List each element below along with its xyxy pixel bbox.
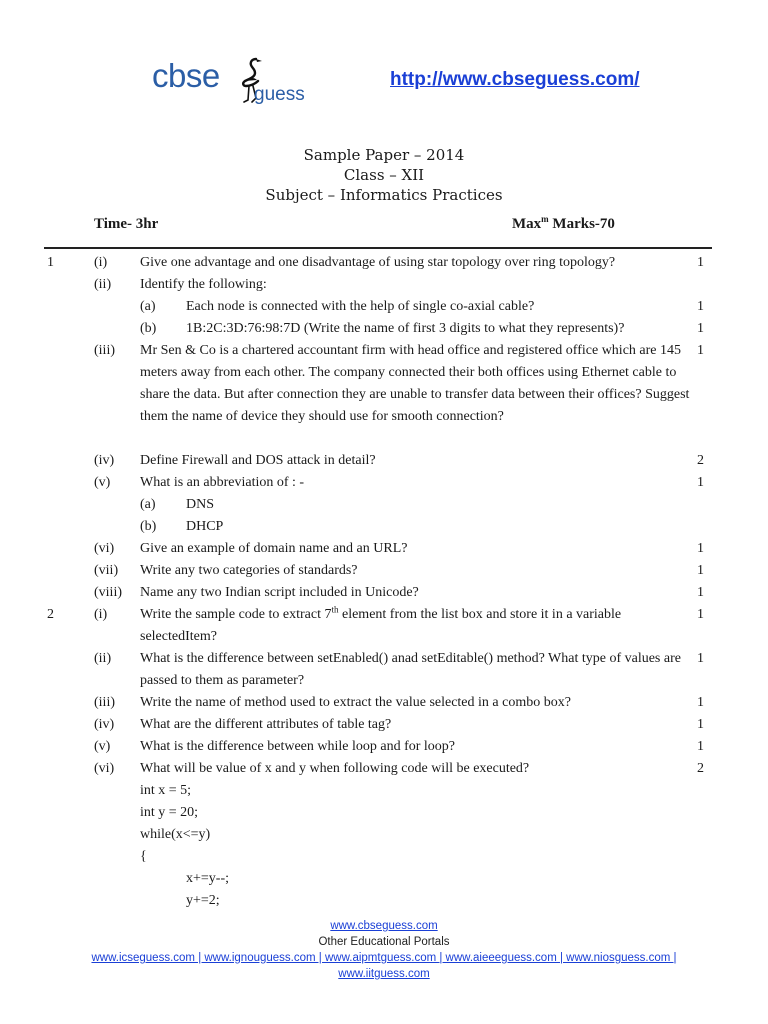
question-text: Define Firewall and DOS attack in detail? xyxy=(140,453,376,468)
question-text: What will be value of x and y when following code will be executed? xyxy=(140,761,530,776)
logo-text-guess: guess xyxy=(254,84,305,105)
question-row xyxy=(0,582,768,604)
code-text: { xyxy=(140,849,147,864)
question-marks: 1 xyxy=(697,717,704,732)
question-marks: 1 xyxy=(697,695,704,710)
subject-title: Subject – Informatics Practices xyxy=(265,186,503,204)
question-number: 2 xyxy=(47,607,54,622)
question-table xyxy=(0,252,768,912)
sub-number: (vii) xyxy=(94,563,119,578)
sub-number: (ii) xyxy=(94,277,112,292)
question-marks: 1 xyxy=(697,651,704,666)
sub-number: (viii) xyxy=(94,585,122,600)
question-text: What is an abbreviation of : - xyxy=(140,475,305,490)
question-text xyxy=(140,604,690,648)
sub-number: (v) xyxy=(94,475,111,490)
question-marks: 1 xyxy=(697,739,704,754)
question-number: 1 xyxy=(47,255,54,270)
sub-number: (iii) xyxy=(94,695,115,710)
code-line xyxy=(0,868,768,890)
question-row xyxy=(0,692,768,714)
option-text: DHCP xyxy=(186,519,224,534)
code-line xyxy=(0,824,768,846)
question-marks: 1 xyxy=(697,541,704,556)
footer-site-link[interactable]: www.cbseguess.com xyxy=(330,920,438,932)
sub-number: (iii) xyxy=(94,343,115,358)
time-label: Time- 3hr xyxy=(94,216,159,232)
option-row xyxy=(0,494,768,516)
question-text: Name any two Indian script included in Unicode? xyxy=(140,585,419,600)
question-row xyxy=(0,252,768,274)
question-row xyxy=(0,648,768,692)
sub-number: (vi) xyxy=(94,541,115,556)
question-marks: 1 xyxy=(697,585,704,600)
logo-text-cbse: cbse xyxy=(152,57,220,94)
option-row xyxy=(0,516,768,538)
question-row xyxy=(0,472,768,494)
paper-titles xyxy=(0,145,768,205)
question-text: Write the name of method used to extract the value selected in a combo box? xyxy=(140,695,571,710)
question-row xyxy=(0,538,768,560)
max-marks-label xyxy=(512,216,615,233)
question-text: What is the difference between while loop and for loop? xyxy=(140,739,456,754)
sub-number: (i) xyxy=(94,607,108,622)
question-marks: 1 xyxy=(697,343,704,358)
question-text: What is the difference between setEnabled() anad setEditable() method? What type of values are passed to them as parameter? xyxy=(140,651,681,688)
question-row xyxy=(0,560,768,582)
question-row xyxy=(0,450,768,472)
question-marks: 2 xyxy=(697,453,704,468)
question-marks: 2 xyxy=(697,761,704,776)
question-text: Give one advantage and one disadvantage of using star topology over ring topology? xyxy=(140,255,616,270)
code-line xyxy=(0,780,768,802)
question-text: Identify the following: xyxy=(140,277,267,292)
code-text: while(x<=y) xyxy=(140,827,211,842)
question-row xyxy=(0,714,768,736)
question-row xyxy=(0,736,768,758)
option-text: DNS xyxy=(186,497,215,512)
code-line xyxy=(0,802,768,824)
question-text: Mr Sen & Co is a chartered accountant firm with head office and registered office which are 145 meters away from each other. The company connected their both offices using Ethernet cable to share the data. But after connection they are unable to transfer data between their offices? Suggest them the name of device they should use for smooth connection? xyxy=(140,343,690,424)
code-line xyxy=(0,846,768,868)
max-sup: m xyxy=(541,214,549,224)
question-marks: 1 xyxy=(697,255,704,270)
sub-number: (iv) xyxy=(94,453,115,468)
sub-number: (ii) xyxy=(94,651,112,666)
question-text: Write any two categories of standards? xyxy=(140,563,358,578)
option-label: (a) xyxy=(140,299,156,314)
footer-portal-links[interactable]: www.icseguess.com | www.ignouguess.com | www.aipmtguess.com | www.aieeeguess.com | www.niosguess.com | xyxy=(91,952,677,964)
site-url-link[interactable]: http://www.cbseguess.com/ xyxy=(390,69,640,90)
code-text: int y = 20; xyxy=(140,805,199,820)
question-marks: 1 xyxy=(697,321,704,336)
page-footer xyxy=(0,918,768,982)
paper-title: Sample Paper – 2014 xyxy=(303,146,465,164)
option-text: Each node is connected with the help of single co-axial cable? xyxy=(186,299,535,314)
footer-iitguess-link[interactable]: www.iitguess.com xyxy=(338,968,430,980)
sub-number: (iv) xyxy=(94,717,115,732)
sub-number: (i) xyxy=(94,255,108,270)
question-row xyxy=(0,340,768,450)
question-row xyxy=(0,274,768,296)
question-marks: 1 xyxy=(697,607,704,622)
option-row xyxy=(0,296,768,318)
option-row xyxy=(0,318,768,340)
text-part: Write the sample code to extract 7 xyxy=(140,607,332,622)
option-label: (a) xyxy=(140,497,156,512)
sub-number: (vi) xyxy=(94,761,115,776)
question-marks: 1 xyxy=(697,563,704,578)
question-marks: 1 xyxy=(697,475,704,490)
header-divider xyxy=(44,247,712,249)
cbseguess-logo[interactable] xyxy=(150,55,330,110)
question-row xyxy=(0,758,768,780)
text-part: element from the list box and store it in a variable selectedItem? xyxy=(140,607,622,644)
question-text: Give an example of domain name and an URL? xyxy=(140,541,408,556)
max-text: Max xyxy=(512,216,542,232)
option-label: (b) xyxy=(140,519,157,534)
sub-number: (v) xyxy=(94,739,111,754)
footer-portals-label: Other Educational Portals xyxy=(318,936,450,948)
question-text: What are the different attributes of table tag? xyxy=(140,717,392,732)
code-line xyxy=(0,890,768,912)
code-text: int x = 5; xyxy=(140,783,192,798)
class-title: Class – XII xyxy=(343,166,425,184)
code-text: y+=2; xyxy=(186,893,220,908)
option-label: (b) xyxy=(140,321,157,336)
question-row xyxy=(0,604,768,648)
text-sup: th xyxy=(331,604,339,615)
code-text: x+=y--; xyxy=(186,871,230,886)
option-text: 1B:2C:3D:76:98:7D (Write the name of first 3 digits to what they represents)? xyxy=(186,321,625,336)
question-marks: 1 xyxy=(697,299,704,314)
page-header xyxy=(0,0,768,120)
marks-text: Marks-70 xyxy=(548,216,615,232)
